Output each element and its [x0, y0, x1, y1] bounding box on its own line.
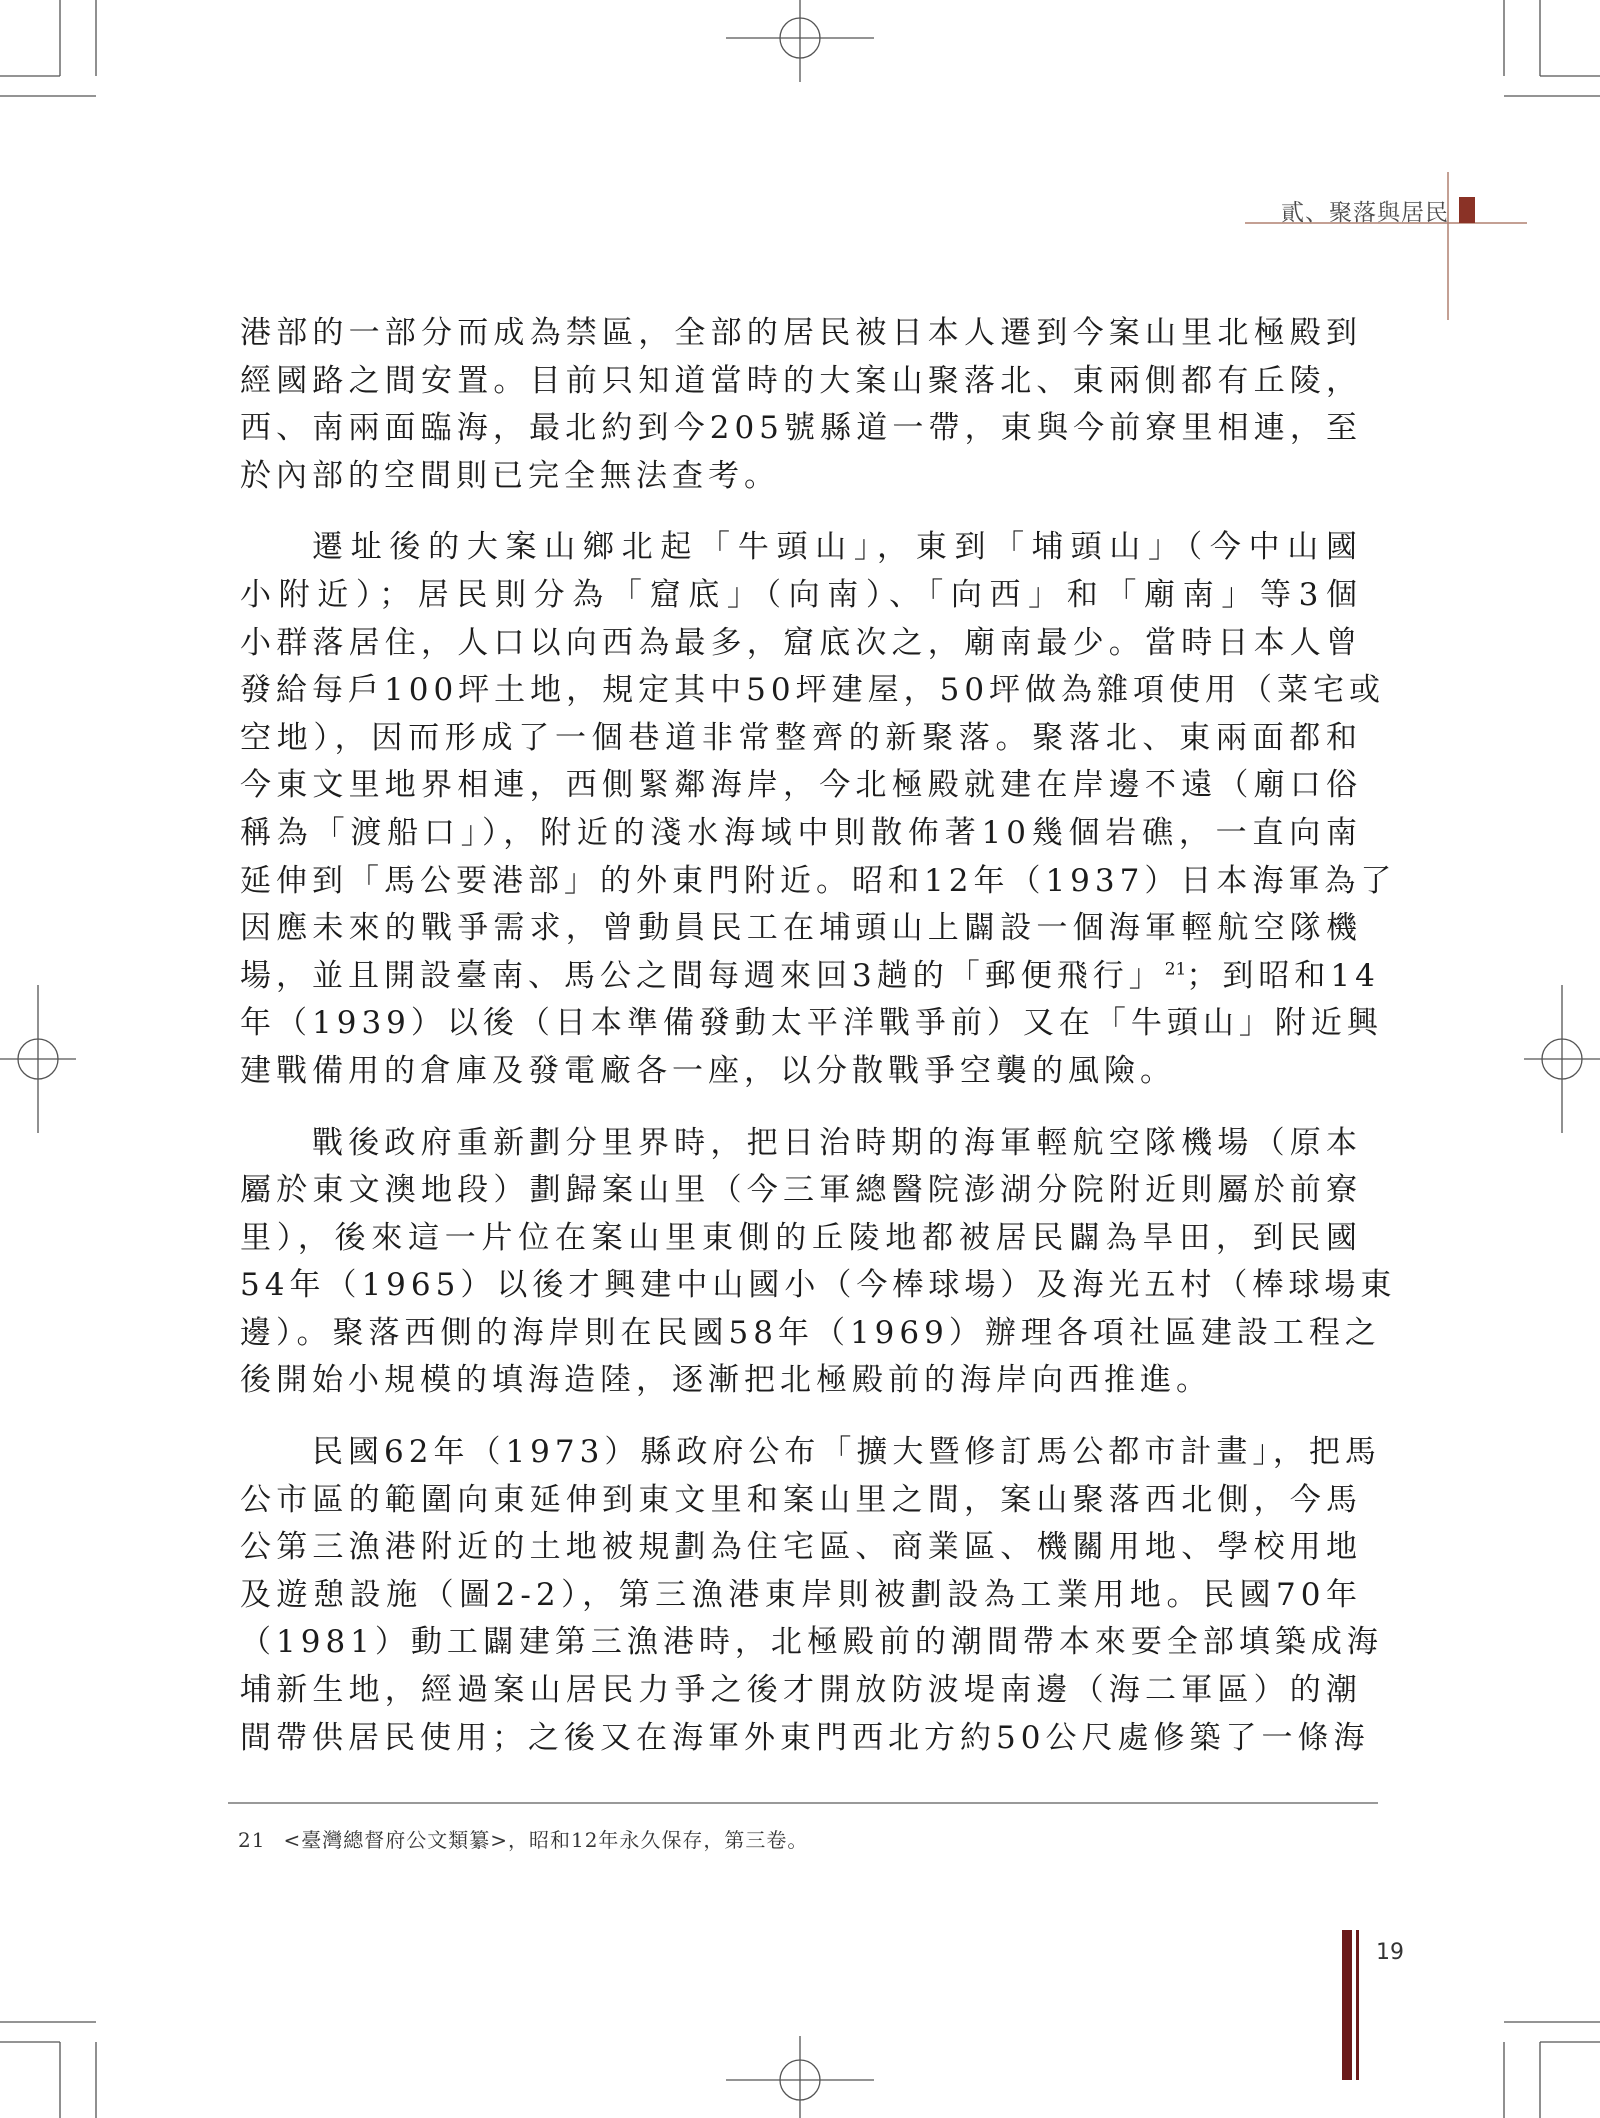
- paragraph-2: [240, 524, 1397, 1095]
- text-line: 屬於東文澳地段）劃歸案山里（今三軍總醫院澎湖分院附近則屬於前寮: [240, 1172, 1362, 1209]
- text-line: 公市區的範圍向東延伸到東文里和案山里之間，案山聚落西北側，今馬: [240, 1481, 1362, 1518]
- text-line-tail: ；到昭和14: [1186, 957, 1380, 994]
- paragraph-3: [240, 1120, 1397, 1406]
- text-line: 間帶供居民使用；之後又在海軍外東門西北方約50公尺處修築了一條海: [240, 1719, 1370, 1756]
- text-line: 小群落居住，人口以向西為最多，窟底次之，廟南最少。當時日本人曾: [240, 624, 1362, 661]
- text-line: 今東文里地界相連，西側緊鄰海岸，今北極殿就建在岸邊不遠（廟口俗: [240, 767, 1362, 804]
- text-line: 發給每戶100坪土地，規定其中50坪建屋，50坪做為雜項使用（菜宅或: [240, 672, 1386, 709]
- text-line: 戰後政府重新劃分里界時，把日治時期的海軍輕航空隊機場（原本: [312, 1124, 1362, 1161]
- text-line: 於內部的空間則已完全無法查考。: [240, 457, 780, 494]
- text-line: 經國路之間安置。目前只知道當時的大案山聚落北、東兩側都有丘陵，: [240, 362, 1362, 399]
- running-header: [1240, 190, 1475, 230]
- text-line: （1981）動工闢建第三漁港時，北極殿前的潮間帶本來要全部填築成海: [240, 1624, 1383, 1661]
- text-line: 延伸到「馬公要港部」的外東門附近。昭和12年（1937）日本海軍為了: [240, 862, 1397, 899]
- text-line: 因應未來的戰爭需求，曾動員民工在埔頭山上闢設一個海軍輕航空隊機: [240, 910, 1362, 947]
- header-accent-block: [1459, 197, 1475, 223]
- text-line: 年（1939）以後（日本準備發動太平洋戰爭前）又在「牛頭山」附近興: [240, 1005, 1383, 1042]
- text-line: 建戰備用的倉庫及發電廠各一座，以分散戰爭空襲的風險。: [240, 1052, 1176, 1089]
- text-line: 里），後來這一片位在案山里東側的丘陵地都被居民闢為旱田，到民國: [240, 1219, 1362, 1256]
- text-line-with-footnote: [240, 953, 1380, 1001]
- text-line-head: 場，並且開設臺南、馬公之間每週來回3趟的「郵便飛行」: [240, 957, 1165, 994]
- footnote: [238, 1824, 808, 1853]
- paragraph-4: [240, 1429, 1383, 1762]
- footnote-divider: [228, 1802, 1378, 1804]
- text-line: 54年（1965）以後才興建中山國小（今棒球場）及海光五村（棒球場東: [240, 1267, 1397, 1304]
- text-line: 埔新生地，經過案山居民力爭之後才開放防波堤南邊（海二軍區）的潮: [240, 1672, 1362, 1709]
- body-text: [240, 310, 1397, 1786]
- text-line: 西、南兩面臨海，最北約到今205號縣道一帶，東與今前寮里相連，至: [240, 410, 1362, 447]
- chapter-title: 貳、聚落與居民: [1281, 199, 1449, 226]
- text-line: 民國62年（1973）縣政府公布「擴大暨修訂馬公都市計畫」，把馬: [312, 1434, 1381, 1471]
- footnote-reference[interactable]: 21: [1164, 959, 1187, 980]
- text-line: 稱為「渡船口」），附近的淺水海域中則散佈著10幾個岩礁，一直向南: [240, 814, 1362, 851]
- text-line: 遷址後的大案山鄉北起「牛頭山」，東到「埔頭山」（今中山國: [312, 529, 1362, 566]
- page-number-bar: [1342, 1930, 1352, 2080]
- text-line: 後開始小規模的填海造陸，逐漸把北極殿前的海岸向西推進。: [240, 1362, 1212, 1399]
- footnote-number: 21: [238, 1828, 266, 1852]
- text-line: 小附近）；居民則分為「窟底」（向南）、「向西」和「廟南」等3個: [240, 576, 1362, 613]
- text-line: 港部的一部分而成為禁區，全部的居民被日本人遷到今案山里北極殿到: [240, 315, 1362, 351]
- text-line: 及遊憩設施（圖2-2），第三漁港東岸則被劃設為工業用地。民國70年: [240, 1576, 1362, 1613]
- page-number-bar-thin: [1356, 1930, 1359, 2080]
- paragraph-1: [240, 310, 1362, 500]
- text-line: 空地），因而形成了一個巷道非常整齊的新聚落。聚落北、東兩面都和: [240, 719, 1362, 756]
- text-line: 公第三漁港附近的土地被規劃為住宅區、商業區、機關用地、學校用地: [240, 1529, 1362, 1566]
- page-number: 19: [1376, 1940, 1404, 1965]
- footnote-text: <臺灣總督府公文類纂>，昭和12年永久保存，第三卷。: [283, 1828, 809, 1852]
- text-line: 邊）。聚落西側的海岸則在民國58年（1969）辦理各項社區建設工程之: [240, 1314, 1381, 1351]
